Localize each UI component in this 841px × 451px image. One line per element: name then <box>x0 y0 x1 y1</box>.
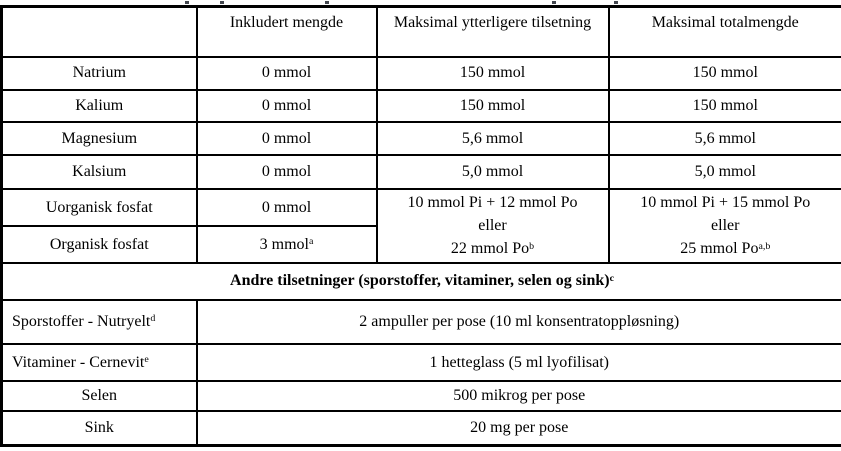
table-row-selen <box>2 381 841 411</box>
table-row-uorganisk-fosfat <box>2 189 841 226</box>
caption-descender-mark <box>552 1 556 4</box>
section-header-row <box>2 263 841 300</box>
section-header-cell <box>2 263 841 300</box>
footnote-marker-a: a <box>308 236 314 248</box>
fosfat-maks-tilsetning-cell <box>377 189 609 262</box>
natrium-maks-total-cell: 150 mmol <box>609 57 841 90</box>
sink-value-cell: 20 mg per pose <box>197 411 841 445</box>
natrium-maks-tilsetning-cell: 150 mmol <box>377 57 609 90</box>
row-label-sink: Sink <box>2 411 197 445</box>
kalium-maks-tilsetning-cell: 150 mmol <box>377 90 609 122</box>
header-inkludert-mengde: Inkludert mengde <box>197 7 377 57</box>
table-row-kalsium <box>2 155 841 189</box>
composition-table <box>0 5 841 447</box>
cropped-caption-artifact <box>0 0 841 5</box>
kalsium-maks-total-cell: 5,0 mmol <box>609 155 841 189</box>
table-row-vitaminer <box>2 344 841 381</box>
uorganisk-fosfat-inkludert-cell: 0 mmol <box>197 189 377 226</box>
footnote-marker-e: e <box>144 354 149 366</box>
table-row-magnesium <box>2 122 841 155</box>
row-label-selen: Selen <box>2 381 197 411</box>
caption-descender-mark <box>220 1 224 4</box>
kalium-maks-total-cell: 150 mmol <box>609 90 841 122</box>
section-header-text: Andre tilsetninger (sporstoffer, vitaminer, selen og sink) <box>230 272 610 290</box>
natrium-inkludert-cell: 0 mmol <box>197 57 377 90</box>
selen-value-cell: 500 mikrog per pose <box>197 381 841 411</box>
kalsium-maks-tilsetning-cell: 5,0 mmol <box>377 155 609 189</box>
row-label-natrium: Natrium <box>2 57 197 90</box>
footnote-marker-c: c <box>609 272 614 284</box>
magnesium-maks-total-cell: 5,6 mmol <box>609 122 841 155</box>
header-maksimal-totalmengde: Maksimal totalmengde <box>609 7 841 57</box>
table-row-sink <box>2 411 841 445</box>
fosfat-maks-total-line1: 10 mmol Pi + 15 mmol Po <box>640 194 811 212</box>
kalsium-inkludert-cell: 0 mmol <box>197 155 377 189</box>
header-maksimal-ytterligere-tilsetning: Maksimal ytterligere tilsetning <box>377 7 609 57</box>
table-row-natrium <box>2 57 841 90</box>
table-header-row <box>2 7 841 57</box>
table-row-sporstoffer <box>2 300 841 344</box>
magnesium-maks-tilsetning-cell: 5,6 mmol <box>377 122 609 155</box>
sporstoffer-value-cell: 2 ampuller per pose (10 ml konsentratoppløsning) <box>197 300 841 344</box>
footnote-marker-b: b <box>529 240 535 252</box>
caption-descender-mark <box>614 1 618 4</box>
row-label-kalsium: Kalsium <box>2 155 197 189</box>
kalium-inkludert-cell: 0 mmol <box>197 90 377 122</box>
sporstoffer-label-text: Sporstoffer - Nutryelt <box>12 312 151 330</box>
fosfat-maks-tilsetning-line3: 22 mmol Po <box>450 240 530 258</box>
vitaminer-label-text: Vitaminer - Cernevit <box>12 353 145 371</box>
row-label-organisk-fosfat: Organisk fosfat <box>2 226 197 262</box>
vitaminer-value-cell: 1 hetteglass (5 ml lyofilisat) <box>197 344 841 381</box>
fosfat-maks-total-line3: 25 mmol Po <box>680 240 759 258</box>
header-empty-cell <box>2 7 197 57</box>
caption-descender-mark <box>185 1 189 4</box>
footnote-marker-ab: a,b <box>758 240 771 252</box>
magnesium-inkludert-cell: 0 mmol <box>197 122 377 155</box>
fosfat-maks-total-line2: eller <box>711 217 740 235</box>
organisk-fosfat-inkludert-value: 3 mmol <box>259 235 309 253</box>
row-label-sporstoffer <box>2 300 197 344</box>
row-label-kalium: Kalium <box>2 90 197 122</box>
fosfat-maks-total-cell <box>609 189 841 262</box>
table-row-kalium <box>2 90 841 122</box>
fosfat-maks-tilsetning-line2: eller <box>478 217 507 235</box>
caption-descender-mark <box>325 1 329 4</box>
row-label-vitaminer <box>2 344 197 381</box>
organisk-fosfat-inkludert-cell <box>197 226 377 262</box>
row-label-uorganisk-fosfat: Uorganisk fosfat <box>2 189 197 226</box>
footnote-marker-d: d <box>150 313 156 325</box>
row-label-magnesium: Magnesium <box>2 122 197 155</box>
fosfat-maks-tilsetning-line1: 10 mmol Pi + 12 mmol Po <box>407 194 578 212</box>
